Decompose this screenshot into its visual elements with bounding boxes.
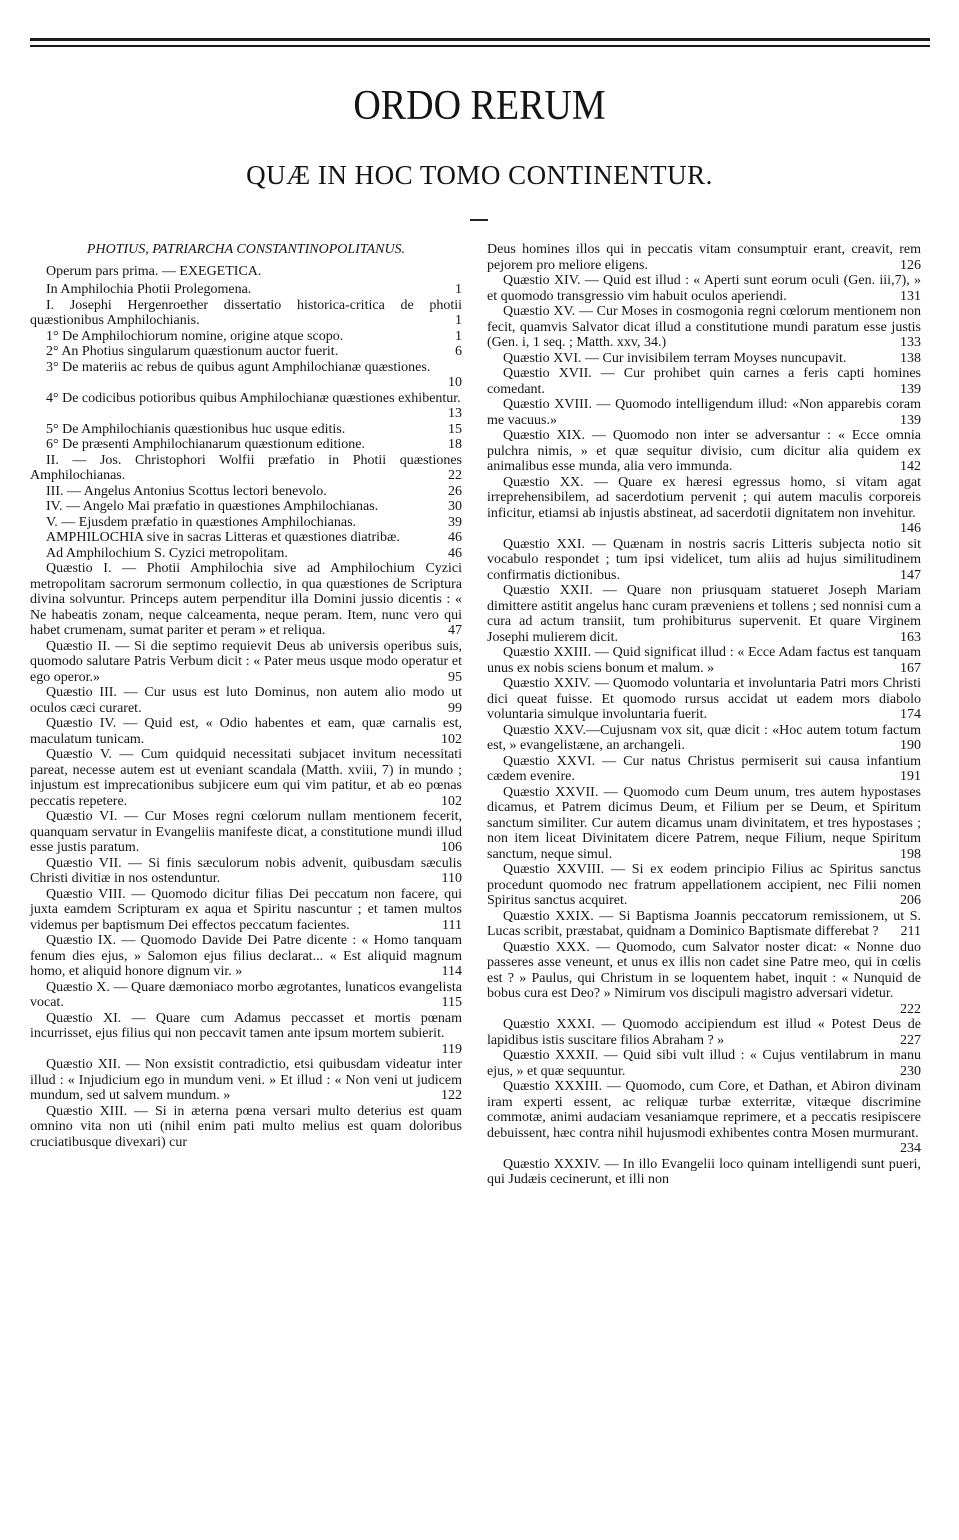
toc-entry: [30, 515, 462, 531]
toc-entry-text: Quæstio XIX. — Quomodo non inter se adversantur : « Ecce omnia pulchra nimis, » et quæ sequitur divisio, cum dicitur alia quidem ex animalibus esse munda, alia vero immunda.: [487, 428, 921, 474]
toc-entry-text: Quæstio XV. — Cur Moses in cosmogonia regni cœlorum mentionem non fecit, quamvis Salvator dicat illud a constitutione mundi paratum esse justis (Gen. i, 1 seq. ; Matth. xxv, 34.): [487, 304, 921, 350]
toc-entry-text: V. — Ejusdem præfatio in quæstiones Amphilochianas.: [46, 514, 357, 530]
toc-entry: [30, 856, 462, 887]
toc-entry-text: Quæstio X. — Quare dæmoniaco morbo ægrotantes, lunaticos evangelista vocat.: [30, 979, 462, 1010]
toc-entry-text: Ad Amphilochium S. Cyzici metropolitam.: [46, 545, 288, 561]
toc-entry-text: Quæstio XXIX. — Si Baptisma Joannis peccatorum remissionem, ut S. Lucas scribit, præstabat, quidnam a Dominico Baptismate differebat ?: [487, 908, 921, 939]
toc-entry: [487, 909, 921, 940]
toc-entry-text: PHOTIUS, PATRIARCHA CONSTANTINOPOLITANUS.: [86, 242, 406, 257]
toc-entry-text: Quæstio V. — Cum quidquid necessitati subjacet invitum necessitati pareat, necesse autem est ut eveniant scandala (Matth. xviii, 7) in mundo ; injustum est imprecationibus subjicere eum qui vim patitur, et ab eo pœnas peccatis repetere.: [30, 747, 462, 809]
toc-entry: [487, 1157, 921, 1188]
toc-entry-text: Quæstio VIII. — Quomodo dicitur filias Dei peccatum non facere, qui juxta eamdem Scripturam ex aqua et Spiritu nascuntur ; et tamen multos videmus per baptismum Dei effectos peccatum facientes.: [30, 886, 462, 933]
top-rule-thin: [30, 45, 930, 47]
toc-page-number: 22: [448, 468, 462, 483]
toc-page-number: 222: [900, 1001, 921, 1017]
toc-entry-text: Quæstio XVIII. — Quomodo intelligendum illud: «Non apparebis coram me vacuus.»: [487, 397, 921, 428]
toc-entry-text: Quæstio XXXIV. — In illo Evangelii loco quinam intelligendi sunt pueri, qui Judæis cecinerunt, et illi non: [487, 1156, 921, 1187]
toc-entry: [487, 583, 921, 645]
toc-page-number: 6: [455, 344, 462, 359]
toc-entry: [30, 980, 462, 1011]
toc-page-number: 138: [900, 350, 921, 366]
toc-page-number: 146: [900, 521, 921, 536]
toc-entry: [30, 329, 462, 345]
toc-entry: [30, 437, 462, 453]
toc-page-number: 230: [900, 1063, 921, 1079]
toc-entry-text: Quæstio XIV. — Quid est illud : « Aperti sunt eorum oculi (Gen. iii,7), » et quomodo transgressio vim habuit oculos aperiendi.: [487, 273, 921, 304]
toc-entry: [487, 242, 921, 273]
toc-entry: [30, 639, 462, 686]
toc-entry-text: Quæstio IX. — Quomodo Davide Dei Patre dicente : « Homo tanquam fenum dies ejus, » Salomon ejus filius declarat... « Est aliquid magnum homo, et aliquid honore dignum vir. »: [30, 933, 462, 979]
toc-page-number: 147: [900, 567, 921, 583]
toc-entry-text: II. — Jos. Christophori Wolfii præfatio in Photii quæstiones Amphilochianas.: [30, 452, 462, 483]
toc-page-number: 190: [900, 738, 921, 753]
toc-page-number: 227: [900, 1032, 921, 1048]
toc-page-number: 39: [448, 514, 462, 530]
toc-entry-text: In Amphilochia Photii Prolegomena.: [46, 282, 252, 297]
toc-entry: [30, 933, 462, 980]
toc-entry: [30, 391, 462, 422]
toc-entry-text: Deus homines illos qui in peccatis vitam consumptuir erant, creavit, rem pejorem pro meliore eligens.: [487, 242, 921, 273]
toc-entry-text: Quæstio XXII. — Quare non priusquam statueret Joseph Mariam dimittere astitit angelus hanc curam præveniens et tollens ; sed nonnisi cum a cura ad actum transiit, tum prohibiturus supervenit. Et quare Virginem Josephi mulierem dicit.: [487, 583, 921, 645]
toc-entry: [487, 537, 921, 584]
toc-entry-text: Quæstio XIII. — Si in æterna pœna versari multo deterius est quam omnino vita non uti (nihil enim pati multo melius est quam doloribus cruciatibusque divexari) cur: [30, 1103, 462, 1150]
toc-entry: [30, 1104, 462, 1151]
toc-page-number: 95: [448, 669, 462, 685]
toc-entry-text: Quæstio VI. — Cur Moses regni cœlorum nullam mentionem fecerit, quanquam servatur in Evangeliis manifeste dicat, a constitutione mundi illud esse justis paratum.: [30, 809, 462, 855]
toc-entry-text: Quæstio XXXIII. — Quomodo, cum Core, et Dathan, et Abiron divinam iram experti essent, ac reliquæ turbæ exterritæ, vitæque discrimine commotæ, animi audaciam vesaniamque reprimere, et a peccatis resipiscere debuissent, hæc contra nihil hujusmodi exhibentes contra Mosen murmurant.: [487, 1079, 921, 1141]
toc-entry: [487, 351, 921, 367]
toc-entry-text: Quæstio XXIV. — Quomodo voluntaria et involuntaria Patri mors Christi dici queat fuisse. Et quomodo rursus accidat ut eadem mors diabolo voluntaria simulque involuntaria fuerit.: [487, 676, 921, 722]
toc-entry-text: 4° De codicibus potioribus quibus Amphilochianæ quæstiones exhibentur.: [46, 390, 461, 406]
toc-entry-text: Quæstio IV. — Quid est, « Odio habentes et eam, quæ carnalis est, maculatum tunicam.: [30, 716, 462, 747]
toc-page-number: 18: [448, 437, 462, 452]
toc-page-number: 191: [900, 769, 921, 784]
toc-entry: [487, 397, 921, 428]
toc-entry-text: Quæstio XXVII. — Quomodo cum Deum unum, tres autem hypostases dicamus, et Patrem dicimus Deum, et Filium per se Deum, et Spiritum sanctum similiter. Cur autem dicamus unam divinitatem, et tres hypostases ; non item liceat Divinitatem dicere Patrem, neque Filium, neque Spiritum sanctum, neque simul.: [487, 784, 921, 862]
toc-entry-text: Quæstio XII. — Non exsistit contradictio, etsi quibusdam videatur inter illud : « Injudicium ego in mundum veni. » Et illud : « Non veni ut judicem mundum, sed ut salvem mundum. »: [30, 1057, 462, 1103]
toc-entry-text: Quæstio III. — Cur usus est luto Dominus, non autem alio modo ut oculos cæci curaret.: [30, 685, 462, 716]
toc-page-number: 110: [441, 871, 462, 886]
toc-entry: [487, 645, 921, 676]
title-separator-dash: [470, 219, 488, 221]
toc-entry-text: Quæstio XXIII. — Quid significat illud : « Ecce Adam factus est tanquam unus ex nobis sciens bonum et malum. »: [487, 645, 921, 676]
page-subtitle: QUÆ IN HOC TOMO CONTINENTUR.: [246, 160, 713, 190]
toc-entry-text: Quæstio XXV.—Cujusnam vox sit, quæ dicit : «Hoc autem totum factum est, » evangelistæne, an archangeli.: [487, 722, 921, 753]
toc-page-number: 211: [900, 924, 921, 939]
toc-entry-text: 5° De Amphilochianis quæstionibus huc usque editis.: [46, 421, 346, 437]
toc-page-number: 46: [448, 545, 462, 561]
toc-page-number: 234: [900, 1141, 921, 1156]
toc-entry-text: Quæstio XXVIII. — Si ex eodem principio Filius ac Spiritus sanctus procedunt quomodo nec fratrum appellationem accipient, nec Filii nomen Spiritus sanctus acquiret.: [487, 862, 921, 908]
toc-page-number: 46: [448, 530, 462, 545]
toc-entry: [487, 1048, 921, 1079]
toc-entry: [30, 809, 462, 856]
toc-page-number: 198: [900, 846, 921, 862]
toc-page-number: 131: [900, 288, 921, 304]
toc-page-number: 15: [448, 421, 462, 437]
toc-page-number: 1: [455, 328, 462, 344]
toc-page-number: 139: [900, 412, 921, 428]
toc-entry: [30, 887, 462, 934]
toc-entry-text: Quæstio XXXII. — Quid sibi vult illud : « Cujus ventilabrum in manu ejus, » et quæ sequuntur.: [487, 1048, 921, 1079]
toc-page-number: 114: [441, 964, 462, 979]
toc-entry: [487, 428, 921, 475]
toc-page-number: 163: [900, 629, 921, 645]
toc-entry-text: Operum pars prima. — EXEGETICA.: [46, 263, 262, 279]
toc-entry-text: Quæstio XXI. — Quænam in nostris sacris Litteris subjecta notio sit vocabulo respondet ; tum ipsi videlicet, tum aliis ad hujus similitudinem confirmatis dictionibus.: [487, 536, 921, 583]
toc-entry-text: AMPHILOCHIA sive in sacras Litteras et quæstiones diatribæ.: [46, 530, 400, 545]
toc-entry: [30, 561, 462, 639]
toc-entry-text: Quæstio VII. — Si finis sæculorum nobis advenit, quibusdam sæculis Christi divitiæ in nos ostenduntur.: [30, 855, 462, 886]
toc-page-number: 99: [448, 700, 462, 716]
toc-page-number: 26: [448, 483, 462, 499]
right-column: [487, 242, 921, 1188]
toc-page-number: 122: [441, 1088, 462, 1103]
toc-page-number: 1: [455, 282, 462, 297]
toc-entry-text: Quæstio XXVI. — Cur natus Christus permiserit sui causa infantium cædem evenire.: [487, 753, 921, 784]
toc-entry-text: Quæstio II. — Si die septimo requievit Deus ab universis operibus suis, quomodo salutare Patris Verbum dicit : « Pater meus usque modo operatur et ego operor.»: [30, 638, 462, 685]
toc-entry-text: 6° De præsenti Amphilochianarum quæstionum editione.: [46, 437, 366, 452]
toc-entry: [30, 546, 462, 562]
toc-entry-text: Quæstio I. — Photii Amphilochia sive ad Amphilochium Cyzici metropolitam sacrorum sermonum collectio, in qua quæstiones de Scriptura divina solvuntur. Princeps autem perpenditur illa Domini jussio dicentis : « Ne habeatis zonam, neque calceamenta, neque peram. Item, nunc vero qui habet crumenam, sumat pariter et peram » et reliqua.: [30, 561, 462, 638]
toc-entry: [487, 862, 921, 909]
toc-page-number: 119: [441, 1041, 462, 1057]
toc-page-number: 133: [900, 335, 921, 350]
toc-entry: [487, 940, 921, 1018]
toc-entry: [30, 453, 462, 484]
toc-entry: [30, 282, 462, 298]
toc-entry: [30, 530, 462, 546]
toc-entry: [487, 273, 921, 304]
toc-page-number: 126: [900, 257, 921, 273]
toc-page-number: 111: [442, 917, 462, 933]
toc-page-number: 102: [441, 793, 462, 809]
toc-page-number: 102: [441, 731, 462, 747]
toc-entry: [30, 422, 462, 438]
toc-entry-text: Quæstio XVI. — Cur invisibilem terram Moyses nuncupavit.: [503, 350, 847, 366]
toc-entry: [487, 366, 921, 397]
toc-entry: [487, 676, 921, 723]
toc-entry-text: Quæstio XXX. — Quomodo, cum Salvator noster dicat: « Nonne duo passeres asse veneunt, et unus ex illis non cadet sine Patre meo, qui in cœlis est ? » Paulus, qui Christum in se loquentem habet, inquit : « Nunquid de bobus cura est Deo? » Nimirum vos discipuli magistro adversari videtur.: [487, 939, 921, 1001]
toc-page-number: 1: [455, 313, 462, 328]
toc-page-number: 139: [900, 381, 921, 397]
page-title: ORDO RERUM: [353, 82, 606, 130]
toc-entry: [487, 475, 921, 537]
toc-entry-text: 3° De materiis ac rebus de quibus agunt Amphilochianæ quæstiones.: [46, 359, 431, 375]
toc-entry: [487, 1079, 921, 1157]
toc-entry: [487, 723, 921, 754]
toc-entry: [30, 242, 462, 258]
toc-entry-text: I. Josephi Hergenroether dissertatio historica-critica de photii quæstionibus Amphilochianis.: [30, 297, 462, 328]
toc-entry: [30, 747, 462, 809]
toc-page-number: 47: [448, 623, 462, 638]
toc-entry: [30, 1011, 462, 1058]
left-column: [30, 242, 462, 1150]
toc-page-number: 142: [900, 459, 921, 474]
toc-entry-text: 2° An Photius singularum quæstionum auctor fuerit.: [46, 344, 339, 359]
toc-entry: [487, 304, 921, 351]
toc-entry: [30, 360, 462, 391]
toc-page-number: 167: [900, 660, 921, 676]
toc-page-number: 106: [441, 840, 462, 855]
toc-page-number: 13: [448, 406, 462, 421]
toc-entry: [487, 754, 921, 785]
toc-entry: [30, 499, 462, 515]
toc-page-number: 206: [900, 893, 921, 908]
toc-entry: [30, 716, 462, 747]
toc-page-number: 30: [448, 499, 462, 514]
toc-page-number: 115: [441, 995, 462, 1010]
toc-entry-text: 1° De Amphilochiorum nomine, origine atque scopo.: [46, 328, 344, 344]
toc-entry: [30, 298, 462, 329]
toc-entry-text: Quæstio XVII. — Cur prohibet quin carnes a feris capti homines comedant.: [487, 366, 921, 397]
toc-page-number: 174: [900, 707, 921, 722]
top-rule-thick: [30, 38, 930, 41]
toc-entry-text: IV. — Angelo Mai præfatio in quæstiones Amphilochianas.: [46, 499, 379, 514]
toc-entry: [30, 685, 462, 716]
toc-entry: [30, 1057, 462, 1104]
toc-entry-text: Quæstio XI. — Quare cum Adamus peccasset et mortis pœnam incurrisset, ejus filius qui non peccavit tamen ante ipsum mortem subierit.: [30, 1010, 462, 1041]
toc-entry: [487, 1017, 921, 1048]
toc-page-number: 10: [448, 375, 462, 390]
toc-entry-text: III. — Angelus Antonius Scottus lectori benevolo.: [46, 483, 327, 499]
toc-entry: [487, 785, 921, 863]
toc-entry-text: Quæstio XX. — Quare ex hæresi egressus homo, si vitam agat irreprehensibilem, ad sacerdotium pervenit ; qui autem maculis corporeis inficitur, etiamsi ab injustis abstineat, ad sacerdotii dignitatem non invehitur.: [487, 474, 921, 521]
toc-entry: [30, 484, 462, 500]
toc-entry-text: Quæstio XXXI. — Quomodo accipiendum est illud « Potest Deus de lapidibus istis suscitare filios Abraham ? »: [487, 1017, 921, 1048]
toc-entry: [46, 264, 462, 280]
toc-entry: [30, 344, 462, 360]
